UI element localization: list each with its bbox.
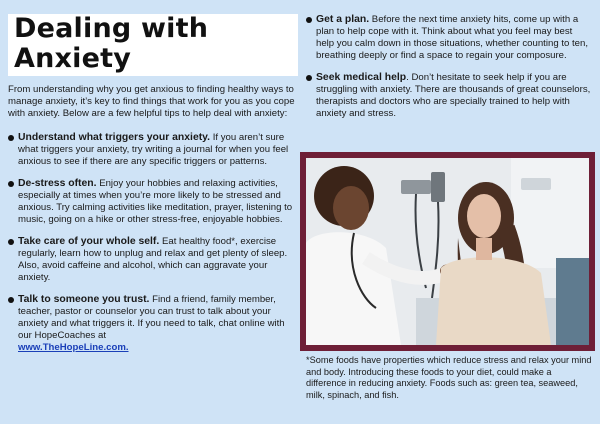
footnote: *Some foods have properties which reduce stress and relax your mind and body. Introducing these foods to your diet, could make a difference in reducing anxiety. Foods such as: green tea, seaweed, milk, spinach, and fish. <box>306 355 592 400</box>
tip-medical <box>306 72 592 120</box>
page-title: Dealing with Anxiety <box>8 14 298 76</box>
tip-heading: De-stress often. <box>18 178 97 189</box>
bullet-icon <box>306 75 312 81</box>
tip-heading: Understand what triggers your anxiety. <box>18 132 211 143</box>
doctor-patient-photo <box>306 158 589 345</box>
tip-body: . Don’t hesitate to seek help if you are struggling with anxiety. There are thousands of great counselors, therapists and doctors who are specially trained to help with anxiety and stress. <box>316 72 591 119</box>
bullet-icon <box>306 17 312 23</box>
tip-body: Before the next time anxiety hits, come up with a plan to help cope with it. Think about what you feel may best help you calm down in those situations, whether counting to ten, breathing deeply or find a space to regain your composure. <box>316 14 588 61</box>
tip-destress <box>8 178 298 226</box>
tip-plan <box>306 14 592 62</box>
bullet-icon <box>8 135 14 141</box>
tip-heading: Get a plan. <box>316 14 370 25</box>
tip-body: Enjoy your hobbies and relaxing activities, especially at times when you’re more likely to be stressed and anxious. Try calming activities like meditation, prayer, listening to music, going on a hike or other stress-free, enjoyable hobbies. <box>18 178 293 225</box>
tip-talk <box>8 294 298 354</box>
bullet-icon <box>8 239 14 245</box>
doctor-patient-illustration <box>306 158 589 345</box>
tip-triggers <box>8 132 298 168</box>
bullet-icon <box>8 297 14 303</box>
tip-body: Find a friend, family member, teacher, pastor or counselor you can trust to talk about your anxiety and what triggers it. If you need to talk, chat online with our HopeCoaches at <box>18 294 285 341</box>
hopeline-link[interactable]: www.TheHopeLine.com. <box>18 342 129 353</box>
tip-heading: Talk to someone you trust. <box>18 294 150 305</box>
tip-heading: Seek medical help <box>316 72 407 83</box>
tip-heading: Take care of your whole self. <box>18 236 160 247</box>
tip-whole-self <box>8 236 298 284</box>
photo-frame <box>300 152 595 351</box>
tip-body: If you aren’t sure what triggers your anxiety, try writing a journal for when you feel anxious to see if there are any specific triggers or patterns. <box>18 132 289 167</box>
bullet-icon <box>8 181 14 187</box>
tip-body: Eat healthy food*, exercise regularly, learn how to unplug and relax and get plenty of sleep. Also, avoid caffeine and alcohol, which can aggravate your anxiety. <box>18 236 288 283</box>
right-column <box>306 14 592 120</box>
intro-paragraph: From understanding why you get anxious to finding healthy ways to manage anxiety, it’s key to find things that work for you as you cope with anxiety. Below are a few helpful tips to help deal with anxiety: <box>8 84 295 119</box>
left-column <box>8 14 298 354</box>
